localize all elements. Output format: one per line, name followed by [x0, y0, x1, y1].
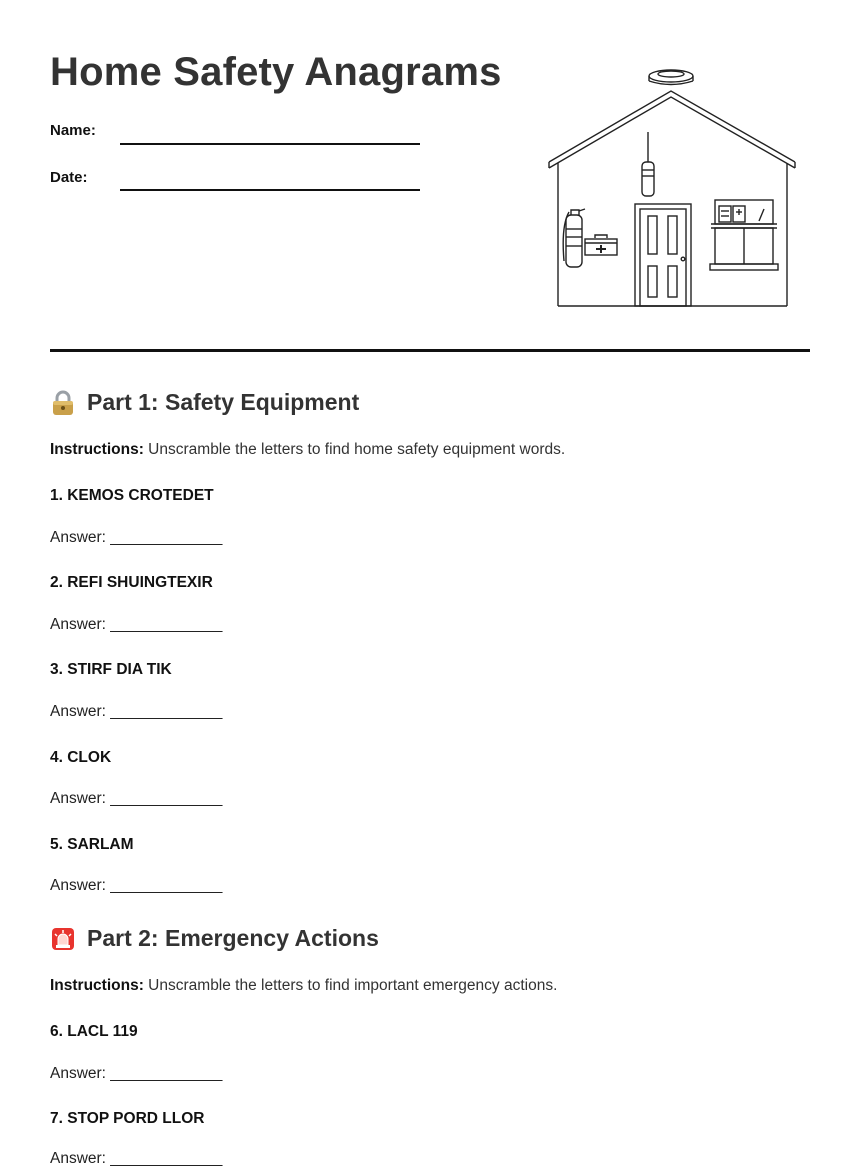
instructions-text: Unscramble the letters to find home safety equipment words.: [143, 441, 566, 458]
question-4: 4. CLOK: [50, 749, 112, 766]
question-3: 3. STIRF DIA TIK: [50, 661, 172, 678]
name-label: Name:: [50, 122, 96, 139]
question-5: 5. SARLAM: [50, 836, 134, 853]
answer-6[interactable]: Answer: _____________: [50, 1065, 223, 1082]
answer-3[interactable]: Answer: _____________: [50, 703, 223, 720]
part-2-heading: [50, 925, 379, 952]
answer-4[interactable]: Answer: _____________: [50, 790, 223, 807]
header-divider: [50, 349, 810, 352]
instructions-label: Instructions:: [50, 441, 144, 458]
question-2: 2. REFI SHUINGTEXIR: [50, 574, 213, 591]
answer-1[interactable]: Answer: _____________: [50, 529, 223, 546]
page-title: Home Safety Anagrams: [50, 50, 502, 94]
worksheet-page: [50, 0, 810, 1167]
part-1-instructions: [50, 441, 565, 459]
part-1-title: Part 1: Safety Equipment: [87, 389, 360, 415]
part-2-title: Part 2: Emergency Actions: [87, 925, 379, 951]
instructions-text: Unscramble the letters to find important emergency actions.: [143, 977, 558, 994]
house-safety-illustration: [545, 66, 805, 312]
answer-2[interactable]: Answer: _____________: [50, 616, 223, 633]
date-line: [120, 189, 420, 191]
part-2-instructions: [50, 977, 557, 995]
lock-emoji-icon: [50, 390, 76, 416]
question-1: 1. KEMOS CROTEDET: [50, 487, 214, 504]
siren-emoji-icon: [50, 926, 76, 952]
question-7: 7. STOP PORD LLOR: [50, 1110, 205, 1127]
answer-5[interactable]: Answer: _____________: [50, 877, 223, 894]
instructions-label: Instructions:: [50, 977, 144, 994]
date-label: Date:: [50, 169, 88, 186]
name-line: [120, 143, 420, 145]
question-6: 6. LACL 119: [50, 1023, 138, 1040]
part-1-heading: [50, 389, 359, 416]
answer-7[interactable]: Answer: _____________: [50, 1150, 223, 1167]
